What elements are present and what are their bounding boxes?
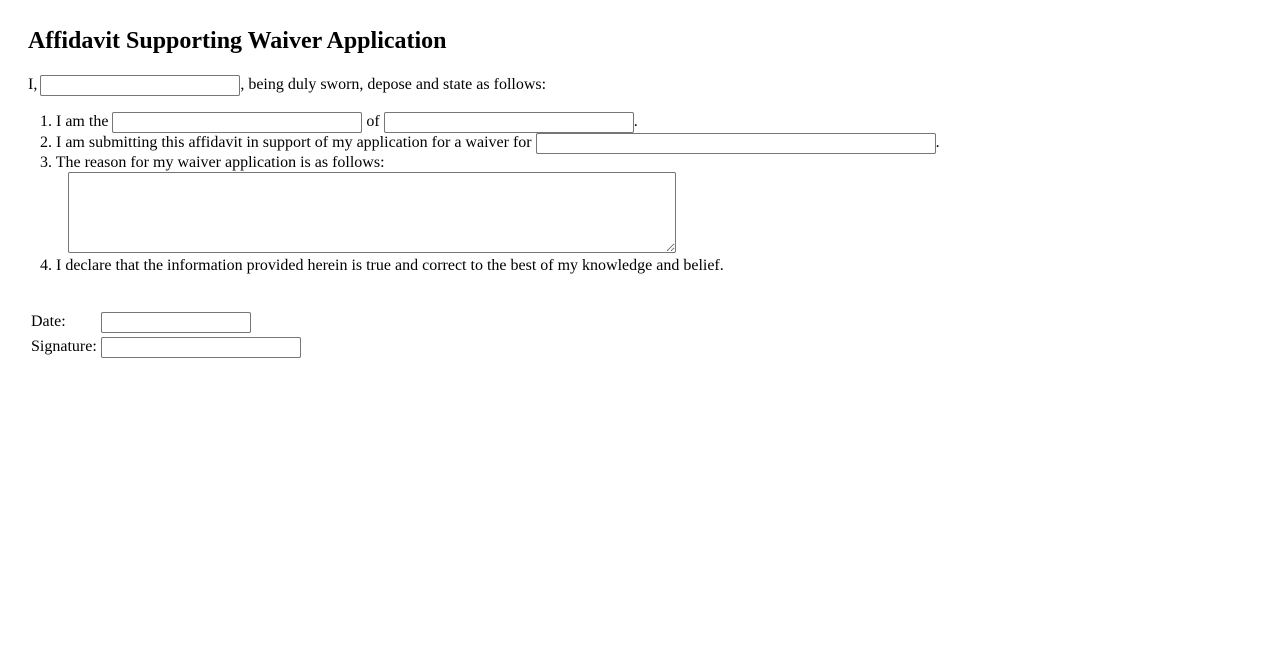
page-title: Affidavit Supporting Waiver Application (28, 28, 447, 54)
waiver-for-input[interactable] (536, 133, 936, 154)
date-input[interactable] (101, 312, 251, 333)
affiant-name-input[interactable] (40, 75, 240, 96)
intro-suffix: , being duly sworn, depose and state as follows: (240, 76, 547, 94)
item-text-of: of (366, 113, 380, 131)
item-number: 3. (40, 154, 52, 171)
list-item-2 (36, 133, 940, 154)
list-item-1 (36, 112, 638, 133)
date-label: Date: (31, 313, 66, 330)
signature-label: Signature: (31, 338, 97, 355)
list-item-4 (36, 256, 724, 276)
item-text: I am submitting this affidavit in support of my application for a waiver for (56, 134, 532, 152)
item-text: I declare that the information provided herein is true and correct to the best of my knowledge and belief. (56, 257, 724, 274)
list-item-3 (36, 153, 385, 173)
item-number: 2. (40, 134, 52, 152)
waiver-reason-textarea[interactable] (68, 172, 676, 253)
signature-input[interactable] (101, 337, 301, 358)
item-number: 4. (40, 257, 52, 274)
item-period: . (935, 134, 940, 152)
item-text: The reason for my waiver application is as follows: (55, 154, 385, 171)
item-number: 1. (40, 113, 52, 131)
organization-input[interactable] (384, 112, 634, 133)
item-period: . (633, 113, 638, 131)
intro-prefix: I, (28, 76, 38, 94)
role-input[interactable] (112, 112, 362, 133)
intro-line (28, 75, 546, 96)
item-text: I am the (56, 113, 109, 131)
